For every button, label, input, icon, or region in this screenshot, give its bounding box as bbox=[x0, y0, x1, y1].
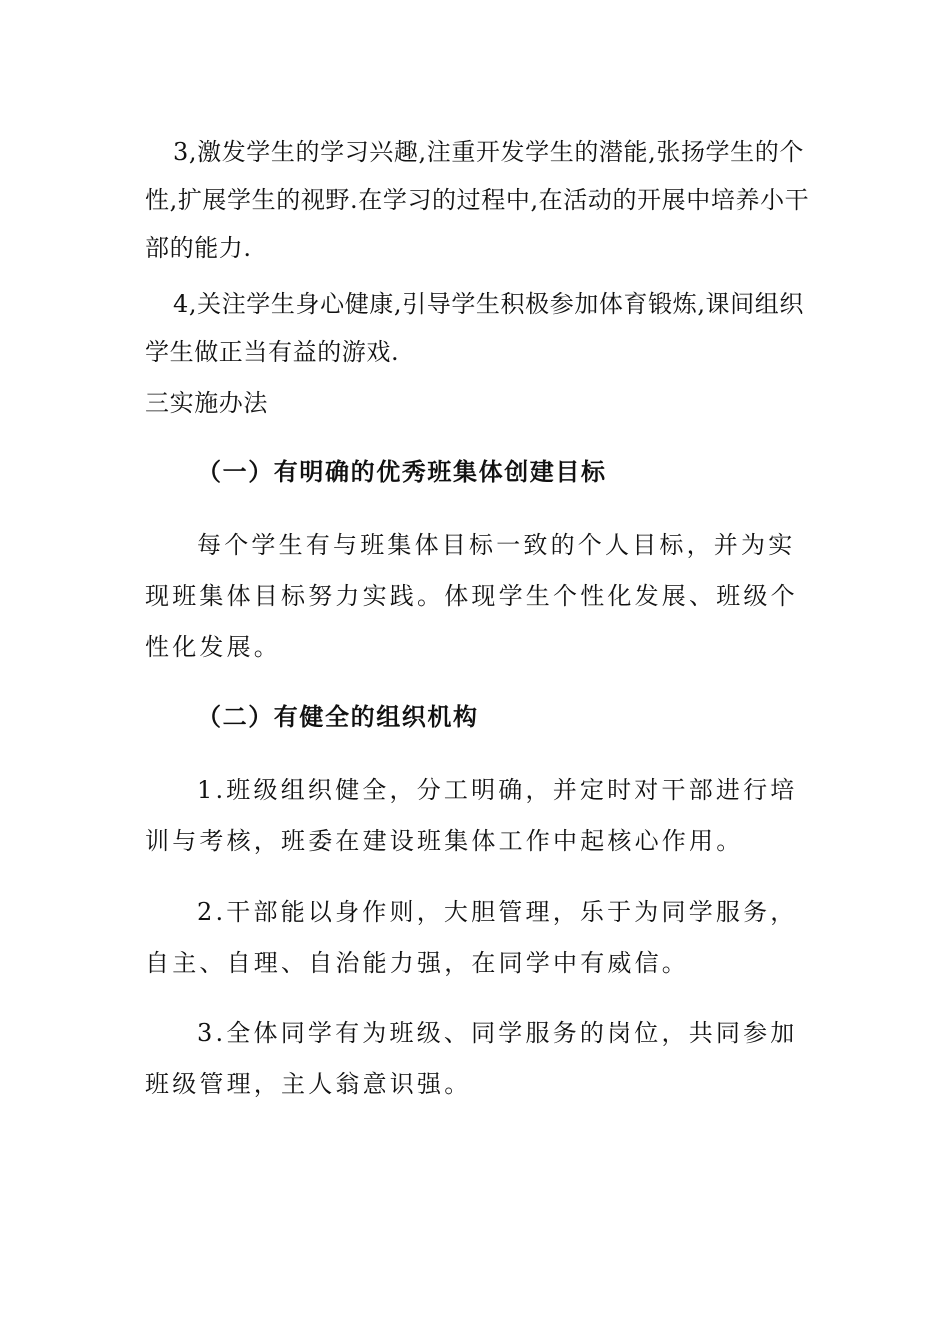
subsection-title-1: （一）有明确的优秀班集体创建目标 bbox=[197, 457, 607, 486]
subsection-title-2: （二）有健全的组织机构 bbox=[197, 702, 479, 731]
paragraph-sub2-item-2: 2.干部能以身作则，大胆管理，乐于为同学服务，自主、自理、自治能力强，在同学中有威信。 bbox=[145, 898, 798, 977]
section-title-implementation: 三实施办法 bbox=[145, 389, 268, 417]
paragraph-sub2-item-3: 3.全体同学有为班级、同学服务的岗位，共同参加班级管理，主人翁意识强。 bbox=[145, 1019, 798, 1098]
paragraph-item-3: 3,激发学生的学习兴趣,注重开发学生的潜能,张扬学生的个性,扩展学生的视野.在学习的过程中,在活动的开展中培养小干部的能力. bbox=[145, 138, 810, 262]
paragraph-item-4: 4,关注学生身心健康,引导学生积极参加体育锻炼,课间组织学生做正当有益的游戏. bbox=[145, 290, 804, 366]
paragraph-sub2-item-1: 1.班级组织健全，分工明确，并定时对干部进行培训与考核，班委在建设班集体工作中起核心作用。 bbox=[145, 776, 798, 855]
paragraph-sub1-body: 每个学生有与班集体目标一致的个人目标，并为实现班集体目标努力实践。体现学生个性化发展、班级个性化发展。 bbox=[145, 531, 798, 661]
